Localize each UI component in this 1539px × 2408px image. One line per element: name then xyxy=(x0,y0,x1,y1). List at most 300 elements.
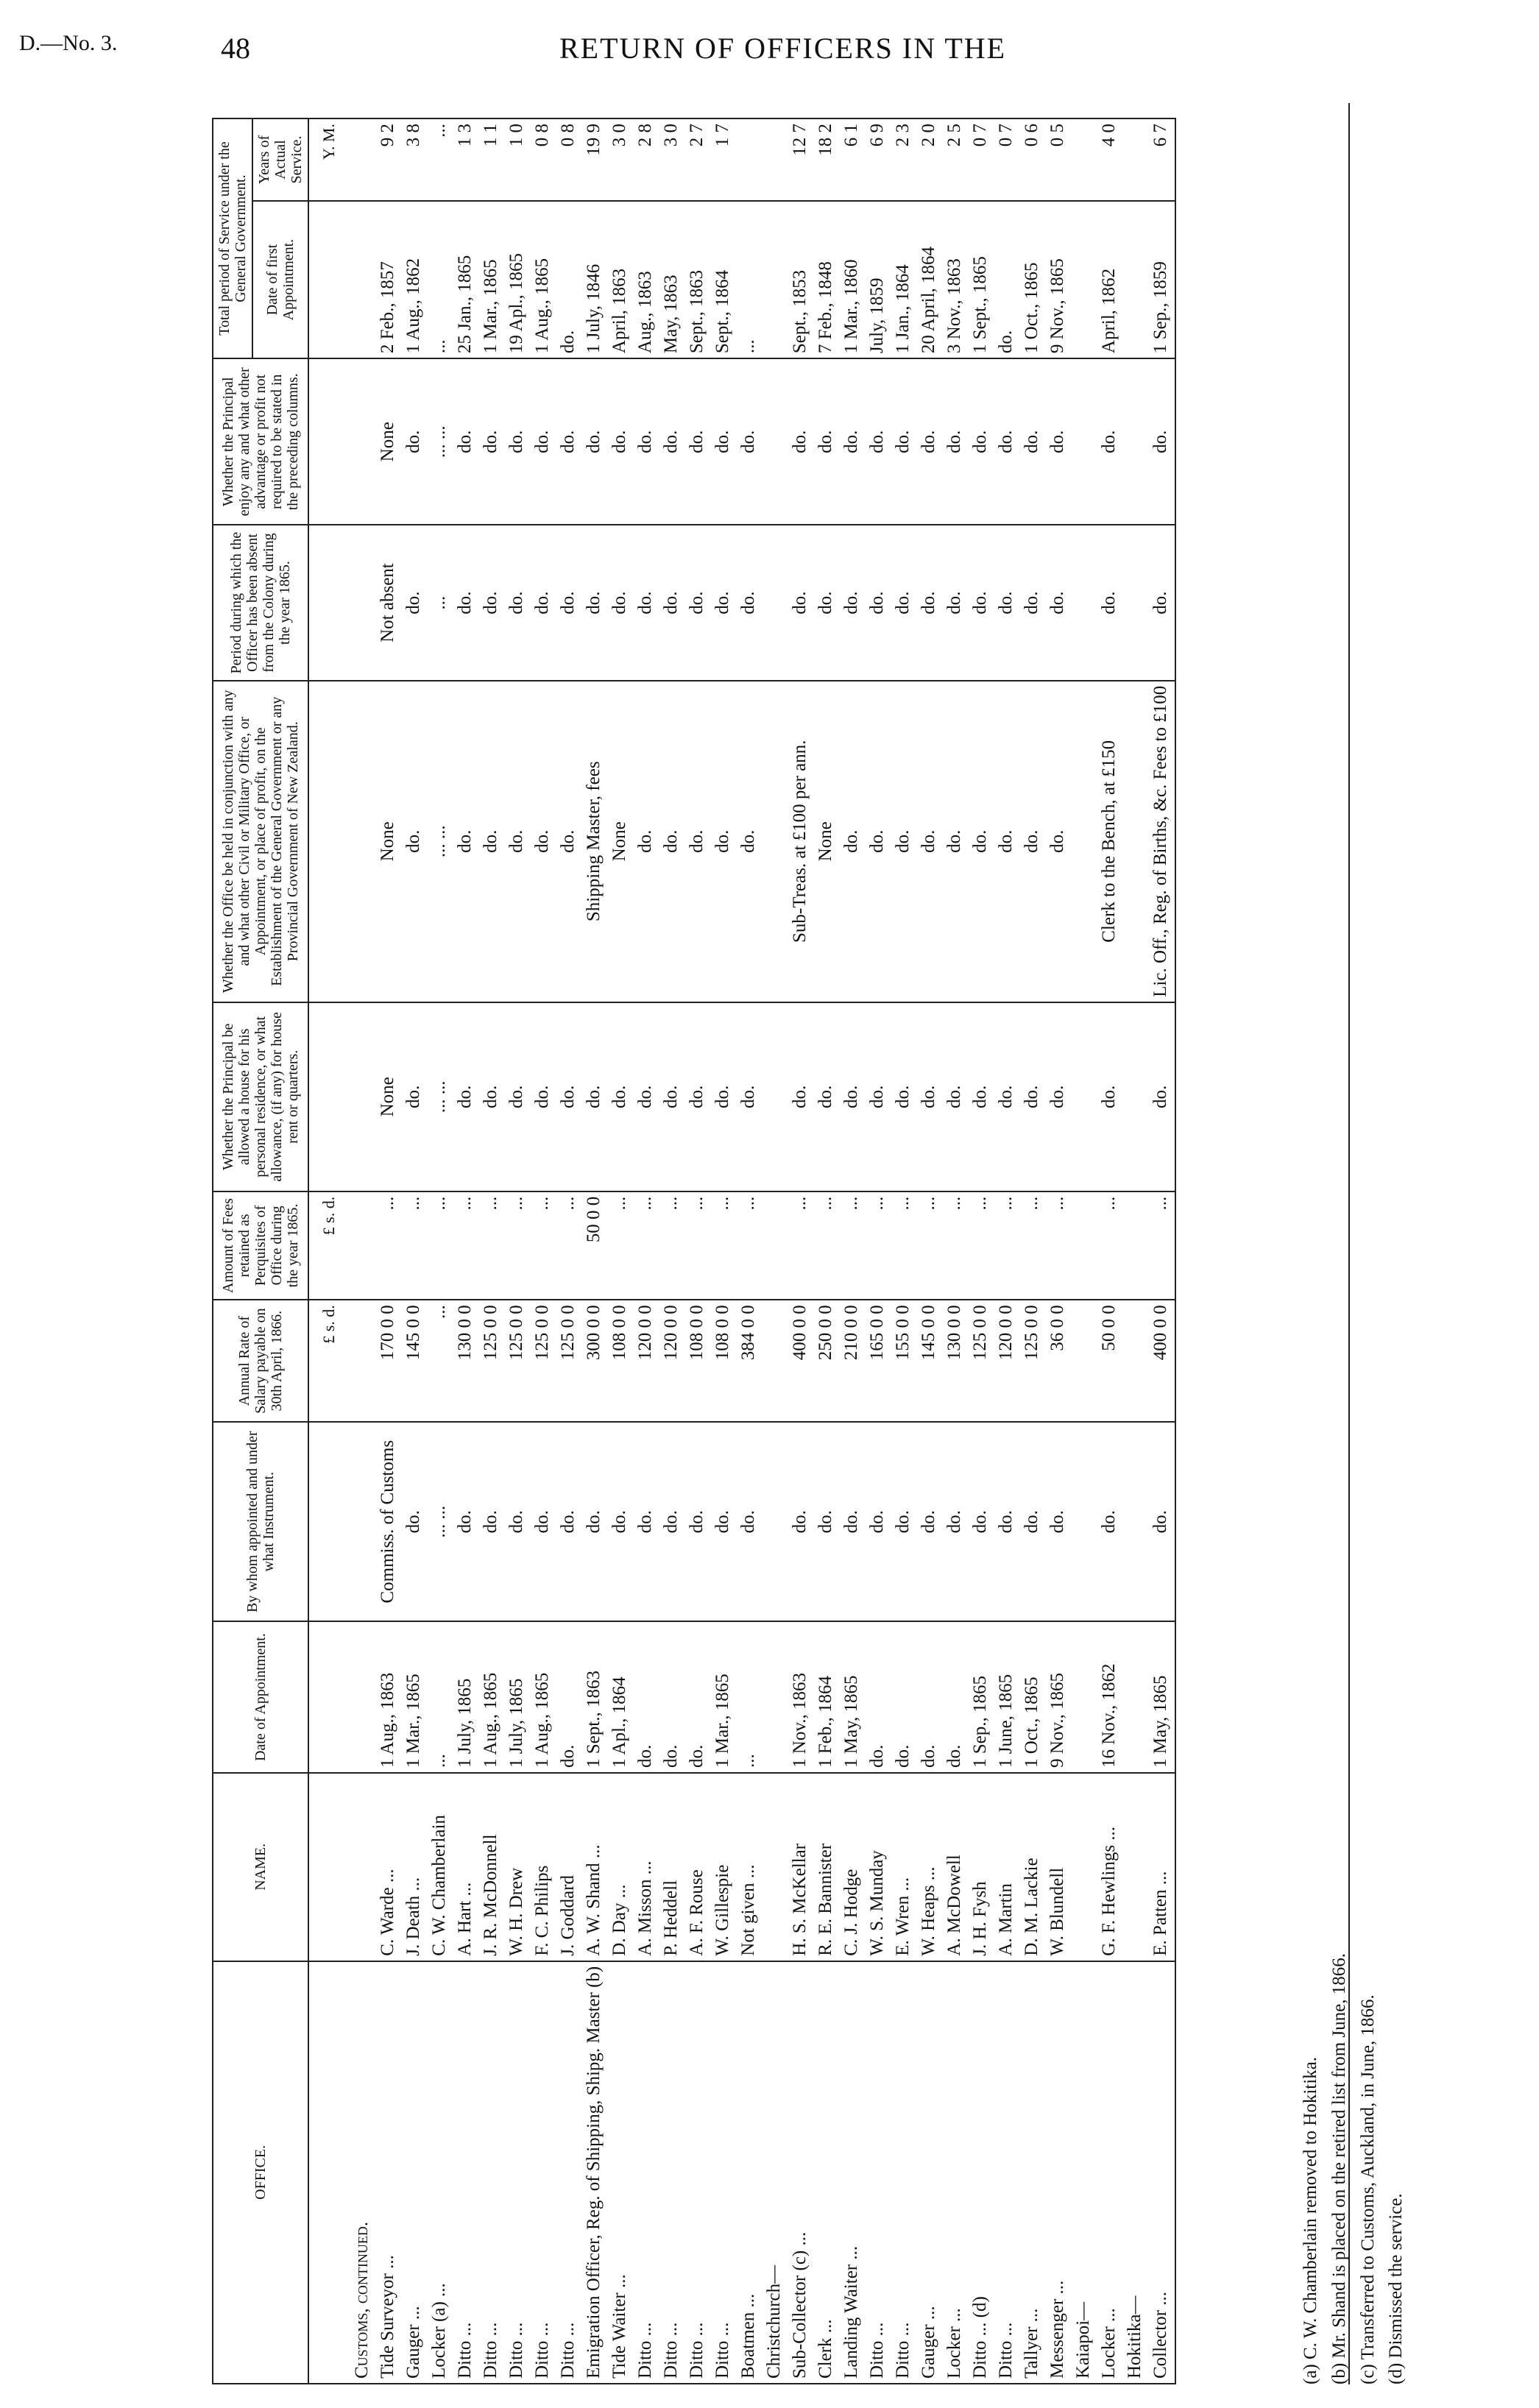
table-row xyxy=(994,118,1020,2384)
cell-advantage: do. xyxy=(608,358,634,525)
cell-advantage: do. xyxy=(866,358,891,525)
cell-by-whom: do. xyxy=(659,1422,685,1621)
cell-advantage: do. xyxy=(1046,358,1072,525)
table-row xyxy=(943,118,969,2384)
cell-advantage: do. xyxy=(556,358,582,525)
cell-salary: 120 0 0 xyxy=(994,1300,1020,1422)
cell-fees: ... xyxy=(505,1191,531,1300)
cell-by-whom: do. xyxy=(1097,1422,1123,1621)
cell-house: do. xyxy=(634,1002,659,1191)
cell-salary xyxy=(350,1300,376,1422)
cell-salary: 120 0 0 xyxy=(634,1300,659,1422)
cell-by-whom xyxy=(1123,1422,1149,1621)
cell-years: 1 3 xyxy=(453,118,479,201)
cell-years: 1 7 xyxy=(711,118,737,201)
cell-fees: ... xyxy=(891,1191,917,1300)
col-fees: Amount of Fees retained as Perquisites of Office during the year 1865. xyxy=(213,1191,308,1300)
cell-fees: ... xyxy=(840,1191,866,1300)
cell-absent: do. xyxy=(1046,525,1072,680)
table-row xyxy=(891,118,917,2384)
cell-office: Tide Waiter ... xyxy=(608,1961,634,2384)
col-absent: Period during which the Officer has been absent from the Colony during the year 1865. xyxy=(213,525,308,680)
cell-conjunction: do. xyxy=(634,681,659,1002)
cell-house: do. xyxy=(840,1002,866,1191)
cell-house: do. xyxy=(711,1002,737,1191)
cell-fees: ... xyxy=(634,1191,659,1300)
cell-first-appointment: ... xyxy=(428,201,453,358)
cell-years: 0 7 xyxy=(969,118,994,201)
cell-name: J. Death ... xyxy=(402,1773,428,1961)
cell-date: 1 Aug., 1865 xyxy=(479,1621,505,1773)
cell-date xyxy=(1072,1621,1097,1773)
cell-office: Customs, continued. xyxy=(350,1961,376,2384)
cell-conjunction: Lic. Off., Reg. of Births, &c. Fees to £100 xyxy=(1149,681,1175,1002)
cell-absent: do. xyxy=(634,525,659,680)
cell-house xyxy=(350,1002,376,1191)
cell-conjunction: Shipping Master, fees xyxy=(582,681,608,1002)
cell-first-appointment: Sept., 1863 xyxy=(685,201,711,358)
cell-absent: do. xyxy=(556,525,582,680)
cell-absent: do. xyxy=(840,525,866,680)
cell-office: Ditto ... xyxy=(531,1961,556,2384)
cell-conjunction: do. xyxy=(891,681,917,1002)
cell-years: 0 5 xyxy=(1046,118,1072,201)
cell-by-whom: do. xyxy=(402,1422,428,1621)
cell-house: do. xyxy=(891,1002,917,1191)
cell-conjunction: do. xyxy=(1020,681,1046,1002)
cell-absent: do. xyxy=(1149,525,1175,680)
cell-fees: ... xyxy=(1020,1191,1046,1300)
cell-advantage: do. xyxy=(685,358,711,525)
cell-first-appointment: Aug., 1863 xyxy=(634,201,659,358)
cell-salary: 36 0 0 xyxy=(1046,1300,1072,1422)
cell-conjunction: do. xyxy=(685,681,711,1002)
cell-name: W. Blundell xyxy=(1046,1773,1072,1961)
cell-years: 2 5 xyxy=(943,118,969,201)
cell-years: 2 8 xyxy=(634,118,659,201)
cell-advantage: do. xyxy=(788,358,814,525)
cell-absent: do. xyxy=(505,525,531,680)
cell-first-appointment: Sept., 1853 xyxy=(788,201,814,358)
cell-salary: 400 0 0 xyxy=(1149,1300,1175,1422)
table-row xyxy=(350,118,376,2384)
cell-fees: ... xyxy=(479,1191,505,1300)
table-row xyxy=(917,118,943,2384)
cell-advantage: do. xyxy=(840,358,866,525)
cell-date: do. xyxy=(917,1621,943,1773)
cell-by-whom xyxy=(763,1422,788,1621)
cell-advantage: do. xyxy=(891,358,917,525)
cell-office: Locker (a) ... xyxy=(428,1961,453,2384)
cell-date: 1 July, 1865 xyxy=(505,1621,531,1773)
cell-salary: 250 0 0 xyxy=(814,1300,840,1422)
cell-advantage: do. xyxy=(402,358,428,525)
cell-name xyxy=(1072,1773,1097,1961)
cell-years: 1 1 xyxy=(479,118,505,201)
cell-fees: ... xyxy=(376,1191,402,1300)
col-name: NAME. xyxy=(213,1773,308,1961)
col-total-service: Total period of Service under the General Government. xyxy=(213,118,252,358)
cell-conjunction: do. xyxy=(917,681,943,1002)
table-row xyxy=(556,118,582,2384)
cell-salary xyxy=(1123,1300,1149,1422)
cell-absent: do. xyxy=(608,525,634,680)
cell-years xyxy=(1123,118,1149,201)
cell-office: Ditto ... xyxy=(479,1961,505,2384)
cell-office: Ditto ... xyxy=(659,1961,685,2384)
cell-by-whom: do. xyxy=(685,1422,711,1621)
cell-by-whom: do. xyxy=(1020,1422,1046,1621)
cell-house xyxy=(1123,1002,1149,1191)
cell-years: 0 6 xyxy=(1020,118,1046,201)
cell-name: C. Warde ... xyxy=(376,1773,402,1961)
cell-absent: do. xyxy=(737,525,763,680)
cell-salary: 300 0 0 xyxy=(582,1300,608,1422)
years-units: Y. M. xyxy=(308,118,350,201)
cell-salary: 130 0 0 xyxy=(453,1300,479,1422)
cell-first-appointment: 1 Oct., 1865 xyxy=(1020,201,1046,358)
cell-absent: Not absent xyxy=(376,525,402,680)
cell-name: P. Heddell xyxy=(659,1773,685,1961)
cell-absent: do. xyxy=(453,525,479,680)
cell-by-whom: do. xyxy=(711,1422,737,1621)
cell-absent: do. xyxy=(814,525,840,680)
cell-name: A. W. Shand ... xyxy=(582,1773,608,1961)
cell-years: 6 9 xyxy=(866,118,891,201)
cell-salary: 145 0 0 xyxy=(402,1300,428,1422)
footnote: (a) C. W. Chamberlain removed to Hokitika. xyxy=(1301,2056,1320,2384)
cell-by-whom: do. xyxy=(737,1422,763,1621)
cell-date: 1 Aug., 1865 xyxy=(531,1621,556,1773)
cell-years xyxy=(350,118,376,201)
cell-advantage: do. xyxy=(943,358,969,525)
cell-house: do. xyxy=(737,1002,763,1191)
cell-office: Ditto ... xyxy=(453,1961,479,2384)
table-row xyxy=(788,118,814,2384)
cell-salary: 155 0 0 xyxy=(891,1300,917,1422)
cell-first-appointment xyxy=(1123,201,1149,358)
cell-advantage: do. xyxy=(1020,358,1046,525)
cell-advantage: do. xyxy=(453,358,479,525)
cell-first-appointment: 1 Aug., 1865 xyxy=(531,201,556,358)
cell-house: do. xyxy=(814,1002,840,1191)
table-row xyxy=(634,118,659,2384)
cell-years xyxy=(1072,118,1097,201)
cell-house: do. xyxy=(917,1002,943,1191)
cell-conjunction: do. xyxy=(505,681,531,1002)
cell-name: C. J. Hodge xyxy=(840,1773,866,1961)
cell-name: J. Goddard xyxy=(556,1773,582,1961)
cell-conjunction: None xyxy=(376,681,402,1002)
cell-absent: do. xyxy=(479,525,505,680)
cell-advantage: do. xyxy=(505,358,531,525)
table-row xyxy=(1149,118,1175,2384)
table-row xyxy=(428,118,453,2384)
cell-absent: do. xyxy=(685,525,711,680)
cell-advantage: None xyxy=(376,358,402,525)
cell-fees: ... xyxy=(608,1191,634,1300)
cell-date: 1 Nov., 1863 xyxy=(788,1621,814,1773)
cell-conjunction: do. xyxy=(659,681,685,1002)
cell-salary: 384 0 0 xyxy=(737,1300,763,1422)
cell-first-appointment: 1 Jan., 1864 xyxy=(891,201,917,358)
cell-first-appointment: 1 Mar., 1860 xyxy=(840,201,866,358)
cell-years: 18 2 xyxy=(814,118,840,201)
cell-date: do. xyxy=(943,1621,969,1773)
cell-office: Ditto ... xyxy=(505,1961,531,2384)
cell-fees: ... xyxy=(969,1191,994,1300)
cell-salary: 120 0 0 xyxy=(659,1300,685,1422)
footnote: (d) Dismissed the service. xyxy=(1386,2193,1407,2384)
cell-absent: do. xyxy=(866,525,891,680)
cell-first-appointment: Sept., 1864 xyxy=(711,201,737,358)
cell-years: ... xyxy=(428,118,453,201)
cell-first-appointment: 20 April, 1864 xyxy=(917,201,943,358)
cell-name xyxy=(350,1773,376,1961)
cell-office: Boatmen ... xyxy=(737,1961,763,2384)
col-house: Whether the Principal be allowed a house for his personal residence, or what allowance, (if any) for house rent or quarters. xyxy=(213,1002,308,1191)
cell-office: Gauger ... xyxy=(917,1961,943,2384)
cell-fees: 50 0 0 xyxy=(582,1191,608,1300)
cell-first-appointment: 7 Feb., 1848 xyxy=(814,201,840,358)
table-row xyxy=(840,118,866,2384)
cell-by-whom: do. xyxy=(994,1422,1020,1621)
cell-first-appointment: 3 Nov., 1863 xyxy=(943,201,969,358)
cell-salary: 400 0 0 xyxy=(788,1300,814,1422)
cell-name: R. E. Bannister xyxy=(814,1773,840,1961)
cell-absent: do. xyxy=(969,525,994,680)
table-row xyxy=(582,118,608,2384)
table-row xyxy=(1123,118,1149,2384)
cell-years: 0 8 xyxy=(531,118,556,201)
table-row xyxy=(453,118,479,2384)
cell-house: do. xyxy=(969,1002,994,1191)
cell-office: Messenger ... xyxy=(1046,1961,1072,2384)
cell-years xyxy=(763,118,788,201)
cell-name: Not given ... xyxy=(737,1773,763,1961)
cell-by-whom: do. xyxy=(1149,1422,1175,1621)
cell-date: 9 Nov., 1865 xyxy=(1046,1621,1072,1773)
table-row xyxy=(376,118,402,2384)
cell-by-whom: do. xyxy=(1046,1422,1072,1621)
cell-by-whom: do. xyxy=(788,1422,814,1621)
cell-salary: 108 0 0 xyxy=(711,1300,737,1422)
cell-name: W. H. Drew xyxy=(505,1773,531,1961)
cell-salary: 108 0 0 xyxy=(608,1300,634,1422)
cell-by-whom: do. xyxy=(556,1422,582,1621)
cell-conjunction: None xyxy=(814,681,840,1002)
col-conjunction: Whether the Office be held in conjunction with any and what other Civil or Military Office, or Appointment, or place of profit, on the Establishment of the General Government or any Provincial Government of New Zealand. xyxy=(213,681,308,1002)
cell-absent: do. xyxy=(788,525,814,680)
cell-name: A. Hart ... xyxy=(453,1773,479,1961)
cell-advantage: do. xyxy=(969,358,994,525)
cell-date: do. xyxy=(866,1621,891,1773)
table-row xyxy=(1020,118,1046,2384)
table-row xyxy=(531,118,556,2384)
cell-first-appointment: do. xyxy=(556,201,582,358)
cell-salary: ... xyxy=(428,1300,453,1422)
cell-office: Ditto ... xyxy=(685,1961,711,2384)
cell-advantage xyxy=(350,358,376,525)
table-row xyxy=(814,118,840,2384)
cell-office: Locker ... xyxy=(943,1961,969,2384)
cell-office: Hokitika— xyxy=(1123,1961,1149,2384)
cell-years: 12 7 xyxy=(788,118,814,201)
cell-conjunction: Clerk to the Bench, at £150 xyxy=(1097,681,1123,1002)
table-row xyxy=(969,118,994,2384)
cell-date xyxy=(1123,1621,1149,1773)
cell-salary: 125 0 0 xyxy=(556,1300,582,1422)
col-salary: Annual Rate of Salary payable on 30th April, 1866. xyxy=(213,1300,308,1422)
cell-first-appointment: 1 Sep., 1859 xyxy=(1149,201,1175,358)
cell-advantage: ... ... xyxy=(428,358,453,525)
cell-name: H. S. McKellar xyxy=(788,1773,814,1961)
cell-absent: do. xyxy=(1020,525,1046,680)
cell-salary: 125 0 0 xyxy=(531,1300,556,1422)
cell-by-whom: do. xyxy=(505,1422,531,1621)
cell-advantage: do. xyxy=(659,358,685,525)
cell-fees: ... xyxy=(943,1191,969,1300)
cell-fees: ... xyxy=(685,1191,711,1300)
cell-by-whom: ... ... xyxy=(428,1422,453,1621)
cell-salary: 130 0 0 xyxy=(943,1300,969,1422)
cell-name: W. Gillespie xyxy=(711,1773,737,1961)
cell-advantage: do. xyxy=(479,358,505,525)
cell-date: 1 June, 1865 xyxy=(994,1621,1020,1773)
cell-office: Ditto ... xyxy=(866,1961,891,2384)
footnote: (c) Transferred to Customs, Auckland, in June, 1866. xyxy=(1357,1994,1378,2384)
cell-by-whom: do. xyxy=(531,1422,556,1621)
cell-office: Ditto ... xyxy=(634,1961,659,2384)
cell-advantage: do. xyxy=(917,358,943,525)
cell-conjunction: do. xyxy=(994,681,1020,1002)
cell-house: do. xyxy=(479,1002,505,1191)
cell-conjunction: do. xyxy=(737,681,763,1002)
cell-absent: do. xyxy=(891,525,917,680)
cell-conjunction: do. xyxy=(1046,681,1072,1002)
cell-salary: 210 0 0 xyxy=(840,1300,866,1422)
cell-office: Clerk ... xyxy=(814,1961,840,2384)
cell-conjunction: None xyxy=(608,681,634,1002)
cell-absent: ... xyxy=(428,525,453,680)
cell-advantage: do. xyxy=(1097,358,1123,525)
col-years-actual: Years of Actual Service. xyxy=(252,118,308,201)
table-row xyxy=(608,118,634,2384)
cell-name: A. Martin xyxy=(994,1773,1020,1961)
cell-first-appointment: do. xyxy=(994,201,1020,358)
cell-office: Kaiapoi— xyxy=(1072,1961,1097,2384)
cell-absent: do. xyxy=(659,525,685,680)
cell-by-whom xyxy=(350,1422,376,1621)
cell-office: Sub-Collector (c) ... xyxy=(788,1961,814,2384)
cell-date: 1 Aug., 1863 xyxy=(376,1621,402,1773)
cell-conjunction: do. xyxy=(453,681,479,1002)
cell-years: 3 8 xyxy=(402,118,428,201)
cell-office: Locker ... xyxy=(1097,1961,1123,2384)
col-advantage: Whether the Principal enjoy any and what other advantage or profit not required to be stated in the preceding columns. xyxy=(213,358,308,525)
footnote: (b) Mr. Shand is placed on the retired list from June, 1866. xyxy=(1329,1953,1349,2384)
document-series-label: D.—No. 3. xyxy=(19,31,118,55)
cell-salary xyxy=(763,1300,788,1422)
page-number: 48 xyxy=(221,32,250,65)
officers-table xyxy=(212,118,1176,2384)
cell-house: do. xyxy=(531,1002,556,1191)
table-row xyxy=(505,118,531,2384)
cell-office: Gauger ... xyxy=(402,1961,428,2384)
cell-conjunction xyxy=(1072,681,1097,1002)
cell-name: D. Day ... xyxy=(608,1773,634,1961)
cell-first-appointment: 1 Mar., 1865 xyxy=(479,201,505,358)
cell-first-appointment: 1 Sept., 1865 xyxy=(969,201,994,358)
cell-date: 1 Sep., 1865 xyxy=(969,1621,994,1773)
cell-fees: ... xyxy=(994,1191,1020,1300)
cell-name: E. Wren ... xyxy=(891,1773,917,1961)
cell-office: Ditto ... (d) xyxy=(969,1961,994,2384)
cell-house: do. xyxy=(659,1002,685,1191)
cell-advantage: do. xyxy=(711,358,737,525)
cell-conjunction: ... ... xyxy=(428,681,453,1002)
cell-name: E. Patten ... xyxy=(1149,1773,1175,1961)
cell-name: A. F. Rouse xyxy=(685,1773,711,1961)
cell-salary: 125 0 0 xyxy=(479,1300,505,1422)
cell-conjunction: do. xyxy=(866,681,891,1002)
cell-office: Tallyer ... xyxy=(1020,1961,1046,2384)
cell-salary: 125 0 0 xyxy=(969,1300,994,1422)
cell-absent: do. xyxy=(943,525,969,680)
cell-house: None xyxy=(376,1002,402,1191)
cell-fees: ... xyxy=(428,1191,453,1300)
cell-first-appointment xyxy=(1072,201,1097,358)
table-body xyxy=(308,118,1175,2384)
cell-first-appointment: ... xyxy=(737,201,763,358)
cell-date xyxy=(350,1621,376,1773)
cell-absent: do. xyxy=(402,525,428,680)
cell-house: do. xyxy=(402,1002,428,1191)
cell-name: W. S. Munday xyxy=(866,1773,891,1961)
cell-years: 2 7 xyxy=(685,118,711,201)
col-office: OFFICE. xyxy=(213,1961,308,2384)
cell-house: do. xyxy=(608,1002,634,1191)
col-date-appointment: Date of Appointment. xyxy=(213,1621,308,1773)
cell-by-whom: do. xyxy=(840,1422,866,1621)
cell-date: 1 July, 1865 xyxy=(453,1621,479,1773)
cell-advantage: do. xyxy=(634,358,659,525)
cell-conjunction xyxy=(763,681,788,1002)
cell-house: do. xyxy=(1097,1002,1123,1191)
cell-office: Ditto ... xyxy=(556,1961,582,2384)
cell-years: 0 7 xyxy=(994,118,1020,201)
table-row xyxy=(1072,118,1097,2384)
officers-table-rotated xyxy=(212,118,1375,2384)
cell-office: Ditto ... xyxy=(994,1961,1020,2384)
cell-advantage: do. xyxy=(994,358,1020,525)
cell-date: 1 Sept., 1863 xyxy=(582,1621,608,1773)
cell-name: C. W. Chamberlain xyxy=(428,1773,453,1961)
cell-first-appointment: 19 Apl., 1865 xyxy=(505,201,531,358)
cell-salary: 108 0 0 xyxy=(685,1300,711,1422)
cell-name: J. R. McDonnell xyxy=(479,1773,505,1961)
cell-name: J. H. Fysh xyxy=(969,1773,994,1961)
cell-date: 1 May, 1865 xyxy=(840,1621,866,1773)
cell-by-whom: do. xyxy=(453,1422,479,1621)
cell-conjunction xyxy=(1123,681,1149,1002)
cell-office: Christchurch— xyxy=(763,1961,788,2384)
cell-conjunction: Sub-Treas. at £100 per ann. xyxy=(788,681,814,1002)
table-row xyxy=(737,118,763,2384)
cell-absent: do. xyxy=(531,525,556,680)
cell-by-whom: do. xyxy=(582,1422,608,1621)
cell-years: 6 7 xyxy=(1149,118,1175,201)
